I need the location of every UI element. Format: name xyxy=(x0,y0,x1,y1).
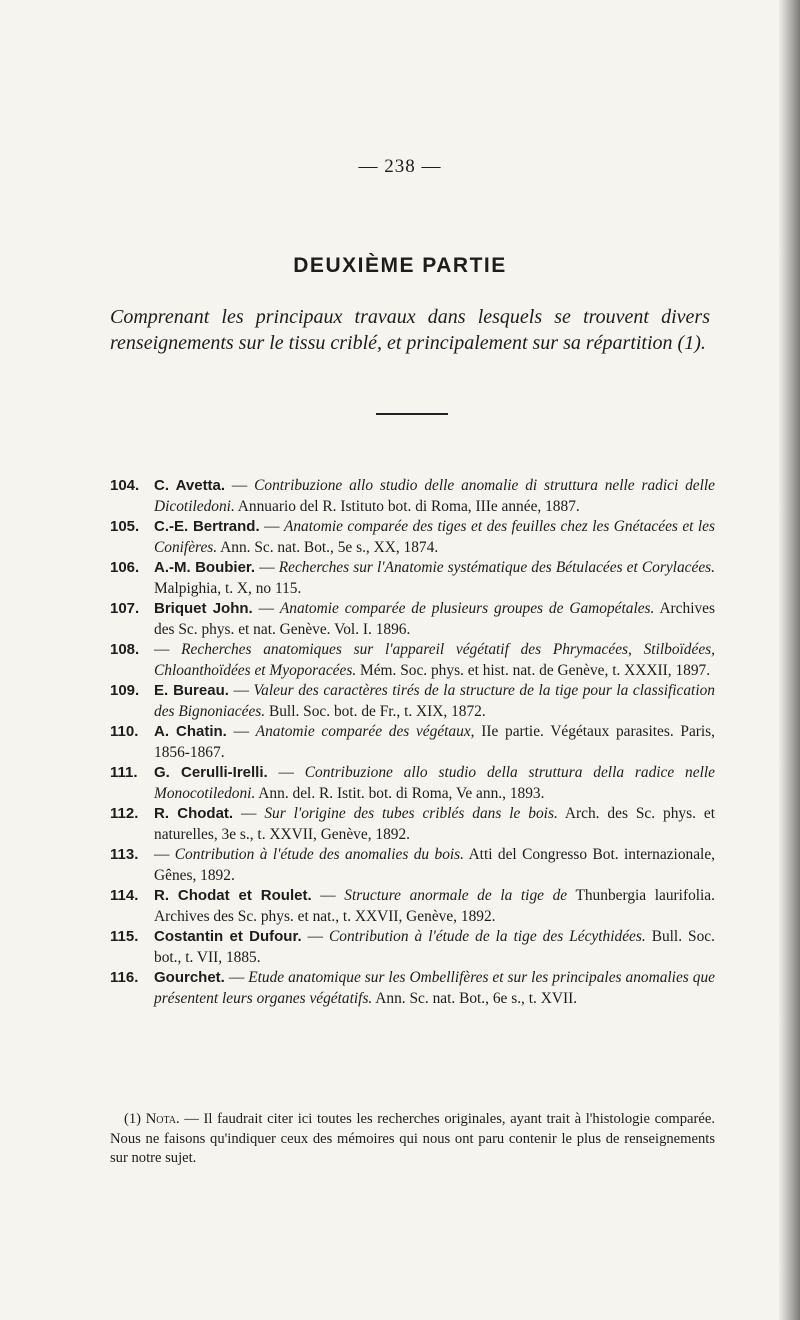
entry-separator: — xyxy=(226,723,256,740)
entry-author: Briquet John. xyxy=(154,600,253,617)
entry-source: Arch. des Sc. phys. et naturelles, 3e s., t. XXVII, Genève, 1892. xyxy=(154,805,715,843)
entry-separator: — xyxy=(154,846,175,863)
entry-source: Ann. Sc. nat. Bot., 5e s., XX, 1874. xyxy=(217,538,439,556)
entry-author: C.-E. Bertrand. xyxy=(154,518,260,535)
entry-body xyxy=(154,640,715,681)
entry-number: 113. xyxy=(110,846,139,863)
entry-title: Etude anatomique sur les Ombellifères et sur les principales anomalies que présentent leurs organes végétatifs. xyxy=(154,969,715,1007)
entry-number: 106. xyxy=(110,559,140,576)
entry-title: Contribuzione allo studio della struttura della radice nelle Monocotiledoni. xyxy=(154,764,715,802)
bibliography-entry xyxy=(110,640,715,681)
entry-author: G. Cerulli-Irelli. xyxy=(154,764,268,781)
entry-title: Recherches anatomiques sur l'appareil végétatif des Phrymacées, Stilboïdées, Chloanthoïdées et Myoporacées. xyxy=(154,641,715,679)
entry-source: Ann. Sc. nat. Bot., 6e s., t. XVII. xyxy=(372,989,578,1007)
entry-number: 111. xyxy=(110,764,138,781)
entry-title: Contribution à l'étude de la tige des Lécythidées. xyxy=(329,928,646,945)
bibliography-entry xyxy=(110,599,715,640)
entry-body xyxy=(154,845,715,886)
entry-number: 108. xyxy=(110,641,140,658)
entry-body xyxy=(154,722,715,763)
entry-source: Mém. Soc. phys. et hist. nat. de Genève, t. XXXII, 1897. xyxy=(356,661,711,679)
entry-separator: — xyxy=(233,805,265,822)
entry-separator: — xyxy=(267,764,305,781)
entry-body xyxy=(154,886,715,927)
entry-separator: — xyxy=(255,559,279,576)
entry-number: 112. xyxy=(110,805,139,822)
entry-number: 104. xyxy=(110,477,140,494)
entry-body xyxy=(154,968,715,1009)
entry-title: Contribution à l'étude des anomalies du bois. xyxy=(174,846,465,863)
entry-source: IIe partie. Végétaux parasites. Paris, 1856-1867. xyxy=(154,723,716,761)
entry-author: Costantin et Dufour. xyxy=(154,928,302,945)
entry-source: Archives des Sc. phys. et nat. Genève. Vol. I. 1896. xyxy=(154,600,715,638)
entry-title: Anatomie comparée des tiges et des feuilles chez les Gnétacées et les Conifères. xyxy=(154,518,715,556)
entry-title: Anatomie comparée des végétaux, xyxy=(255,723,475,740)
entry-separator: — xyxy=(259,518,284,535)
entry-title: Valeur des caractères tirés de la structure de la tige pour la classification des Bignoniacées. xyxy=(154,682,716,720)
entry-title: Structure anormale de la tige de xyxy=(344,887,568,904)
page-edge-shadow xyxy=(778,0,800,1320)
entry-separator: — xyxy=(225,477,255,494)
entry-source: Bull. Soc. bot., t. VII, 1885. xyxy=(154,928,715,966)
entry-body xyxy=(154,804,715,845)
bibliography-entry xyxy=(110,681,715,722)
entry-separator: — xyxy=(154,641,182,658)
entry-source: Thunbergia laurifolia. Archives des Sc. phys. et nat., t. XXVII, Genève, 1892. xyxy=(154,887,715,925)
entry-title: Recherches sur l'Anatomie systématique des Bétulacées et Corylacées. xyxy=(278,559,715,576)
entry-body xyxy=(154,927,715,968)
entry-body xyxy=(154,763,715,804)
footnote-text: — Il faudrait citer ici toutes les recherches originales, ayant trait à l'histologie comparée. Nous ne faisons qu'indiquer ceux des mémoires qui nous ont paru contenir le plus de renseignements sur notre sujet. xyxy=(110,1111,715,1166)
entry-author: E. Bureau. xyxy=(154,682,229,699)
entry-source: Ann. del. R. Istit. bot. di Roma, Ve ann., 1893. xyxy=(255,784,545,802)
entry-separator: — xyxy=(224,969,249,986)
entry-author: R. Chodat. xyxy=(154,805,234,822)
section-divider xyxy=(376,413,448,415)
entry-title: Anatomie comparée de plusieurs groupes de Gamopétales. xyxy=(279,600,655,617)
part-title: DEUXIÈME PARTIE xyxy=(293,254,507,277)
entry-number: 110. xyxy=(110,723,139,740)
entry-author: A. Chatin. xyxy=(154,723,227,740)
footnote-marker: (1) xyxy=(124,1111,142,1127)
entry-number: 107. xyxy=(110,600,140,617)
bibliography-entry xyxy=(110,886,715,927)
bibliography-entry xyxy=(110,845,715,886)
footnote xyxy=(110,1110,715,1169)
entry-author: R. Chodat et Roulet. xyxy=(154,887,312,904)
entry-title: Sur l'origine des tubes criblés dans le bois. xyxy=(264,805,558,822)
entry-body xyxy=(154,476,715,517)
entry-source: Bull. Soc. bot. de Fr., t. XIX, 1872. xyxy=(265,702,486,720)
entry-number: 115. xyxy=(110,928,139,945)
bibliography-entry xyxy=(110,927,715,968)
bibliography-entry xyxy=(110,968,715,1009)
bibliography-entry xyxy=(110,804,715,845)
entry-author: Gourchet. xyxy=(154,969,225,986)
bibliography-entry xyxy=(110,517,715,558)
section-intro: Comprenant les principaux travaux dans lesquels se trouvent divers renseignements sur le tissu criblé, et principalement sur sa répartition (1). xyxy=(110,306,710,354)
entry-separator: — xyxy=(301,928,330,945)
entry-body xyxy=(154,681,715,722)
entry-body xyxy=(154,558,715,599)
entry-separator: — xyxy=(228,682,254,699)
bibliography-entry xyxy=(110,558,715,599)
entry-source: Atti del Congresso Bot. internazionale, Gênes, 1892. xyxy=(154,846,715,884)
entry-author: C. Avetta. xyxy=(154,477,226,494)
page-number: — 238 — xyxy=(358,156,442,177)
entry-author: A.-M. Boubier. xyxy=(154,559,256,576)
bibliography-list xyxy=(110,476,715,1009)
entry-source: Malpighia, t. X, no 115. xyxy=(154,579,302,597)
entry-number: 116. xyxy=(110,969,139,986)
entry-separator: — xyxy=(311,887,345,904)
bibliography-entry xyxy=(110,722,715,763)
bibliography-entry xyxy=(110,476,715,517)
entry-body xyxy=(154,599,715,640)
footnote-label: Nota. xyxy=(145,1111,180,1127)
entry-separator: — xyxy=(252,600,280,617)
entry-body xyxy=(154,517,715,558)
entry-number: 109. xyxy=(110,682,140,699)
entry-source: Annuario del R. Istituto bot. di Roma, IIIe année, 1887. xyxy=(234,497,580,515)
entry-number: 105. xyxy=(110,518,140,535)
entry-title: Contribuzione allo studio delle anomalie di struttura nelle radici delle Dicotiledoni. xyxy=(154,477,715,515)
entry-number: 114. xyxy=(110,887,139,904)
bibliography-entry xyxy=(110,763,715,804)
